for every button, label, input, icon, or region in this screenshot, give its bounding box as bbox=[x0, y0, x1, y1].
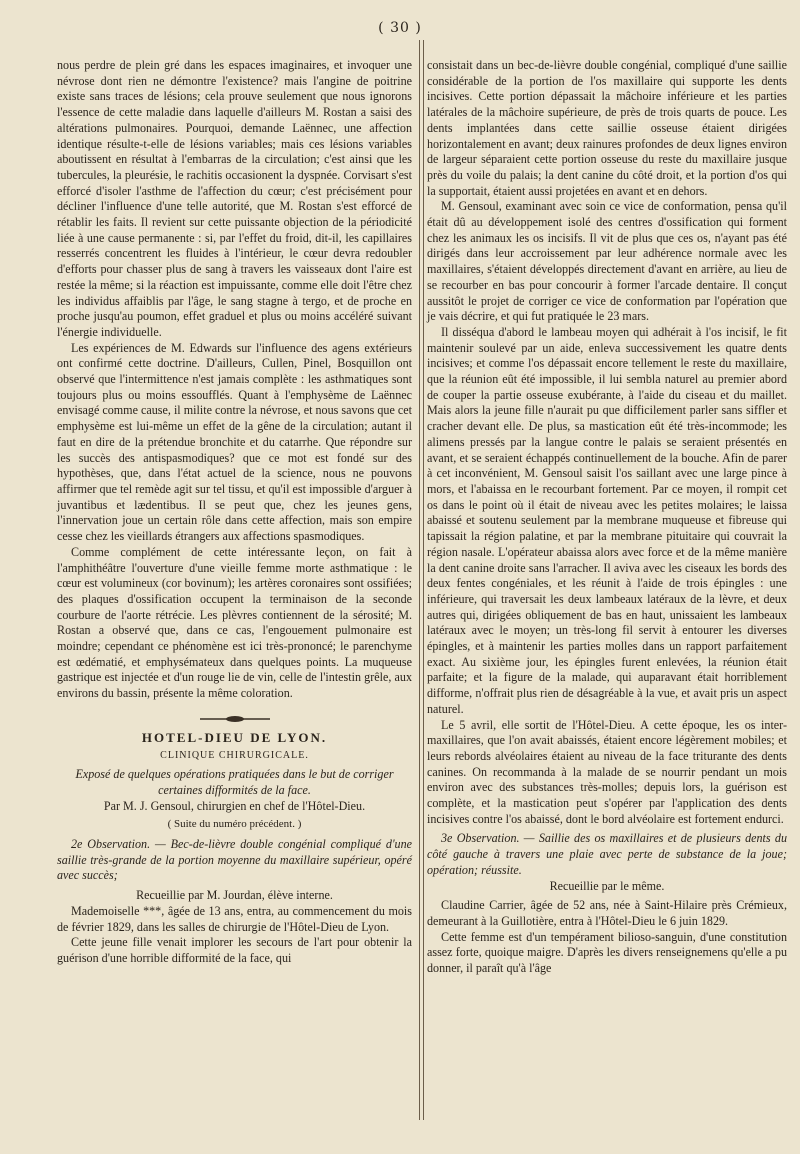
observation-heading: 3e Observation. — Saillie des os maxillaires et de plusieurs dents du côté gauche à travers une plaie avec perte de substance de la joue; opération; réussite. bbox=[427, 831, 787, 877]
paragraph: Cette jeune fille venait implorer les secours de l'art pour obtenir la guérison d'une horrible difformité de la face, qui bbox=[57, 935, 412, 965]
paragraph: M. Gensoul, examinant avec soin ce vice de conformation, pensa qu'il était dû au développement isolé des centres d'ossification qui forment chez les animaux les os incisifs. Il vit de plus que ces os, n'ayant pas été dirigés dans leur accroissement par leur adhérence normale avec les maxillaires, s'étaient développés directement d'avant en arrière, au lieu de se recourber en bas pour concourir à former l'arcade dentaire. Il conçut aussitôt le projet de corriger ce vice de conformation par l'opération que je vais décrire, et qui fut pratiquée le 23 mars. bbox=[427, 199, 787, 324]
paragraph: Il disséqua d'abord le lambeau moyen qui adhérait à l'os incisif, le fit maintenir soulevé par un aide, enleva successivement les quatre dents incisives; et comme l'os dépassait encore tellement le reste du maxillaire, que la réunion eût été impossible, il lui sembla naturel au premier abord de couper la partie osseuse exubérante, à l'aide du ciseau et du maillet. Mais alors la jeune fille n'aurait pu que difficilement parler sans siffler et cracher devant elle. De plus, sa mastication eût été très-incommode; les alimens pressés par la langue contre le palais se seraient présentés en avant, et se seraient échappés continuellement de la bouche. Afin de parer à cet inconvénient, M. Gensoul saisit l'os saillant avec une large pince à mors, et l'abaissa en le recourbant fortement. Par ce moyen, il rompit cet os dans le point où il était de niveau avec les petites molaires; le laissa abaissé et soutenu seulement par la membrane muqueuse et fibreuse qui tapissait la région palatine, et par la membrane pituitaire qui couvrait la région nasale. L'opérateur abaissa alors avec force et de la même manière la dent canine droite sans l'arracher. Il aviva avec les ciseaux les bords des deux fentes congéniales, et les réunit à l'aide de trois épingles : une inférieure, qui traversait les deux lambeaux latéraux de la lèvre, et deux autres qui, dirigées obliquement de bas en haut, unissaient les lambeaux latéraux avec le moyen; un très-long fil servit à entourer les diverses épingles, et à maintenir les parties molles dans un rapport parfaitement exact. Au sixième jour, les épingles furent enlevées, la réunion était parfaite; et la figure de la malade, qui auparavant était horriblement difforme, n'offrait plus rien de désagréable à la vue, et avait pris un aspect naturel. bbox=[427, 324, 787, 716]
paragraph: Comme complément de cette intéressante leçon, on fait à l'amphithéâtre l'ouverture d'une vieille femme morte asthmatique : le cœur est volumineux (cor bovinum); les artères coronaires sont ossifiées; des plaques d'ossification occupent la terminaison de la seconde courbure de l'aorte rétrécie. Les plèvres contiennent de la sérosité; M. Rostan a observé que, dans ce cas, l'engouement pulmonaire est moindre; cependant ce phénomène est ici très-prononcé; le parenchyme est œdématié, et emphysémateux dans quelques points. La muqueuse gastrique est injectée et d'un rouge lie de vin, celle de l'intestin grêle, aux environs du bassin, présente la même coloration. bbox=[57, 544, 412, 701]
paragraph: Les expériences de M. Edwards sur l'influence des agens extérieurs ont confirmé cette doctrine. D'ailleurs, Cullen, Pinel, Bosquillon ont observé que l'intermittence n'est jamais complète : les asthmatiques sont toujours plus ou moins essoufflés. Quant à l'emphysème de Laënnec envisagé comme cause, il milite contre la névrose, et nous savons que cet emphysème est lui-même un effet de la gêne de la circulation; autant il faut en dire de la prétendue bronchite et du catarrhe. Que répondre sur les succès des antispasmodiques? que ce mot est fondé sur des hypothèses, que, dans l'état actuel de la science, nous ne pouvons affirmer que tel remède agit sur tel tissu, et qu'il est impossible d'arguer à juvantibus et lædentibus. Il se peut que, chez les jeunes gens, l'innervation joue un certain rôle dans cette affection, mais son empire cesse chez les vieillards étrangers aux affections spasmodiques. bbox=[57, 340, 412, 544]
section-heading: HOTEL-DIEU DE LYON. bbox=[141, 729, 328, 745]
paragraph: Cette femme est d'un tempérament bilioso-sanguin, d'une constitution assez forte, quoique maigre. D'après les divers renseignemens qu'elle a pu donner, il paraît qu'à l'âge bbox=[427, 929, 787, 976]
paragraph: consistait dans un bec-de-lièvre double congénial, compliqué d'une saillie considérable de la portion de l'os maxillaire qui supporte les dents incisives. Cette portion dépassait la mâchoire inférieure et les parties latérales de la mâchoire supérieure, de près de trois quarts de pouce. Les dents implantées dans cette saillie osseuse étaient dirigées horizontalement en avant; deux rainures profondes de deux lignes environ de largeur séparaient cette portion osseuse du reste du maxillaire jusque près du voile du palais; la dent canine du côté droit, et la portion d'os qui la supportait, étaient aussi projetées en avant et en dehors. bbox=[427, 58, 787, 198]
paragraph: Le 5 avril, elle sortit de l'Hôtel-Dieu. A cette époque, les os inter-maxillaires, que l'on avait abaissés, étaient encore légèrement mobiles; et leurs rebords alvéolaires étaient au niveau de la face triturante des dents canines. On recommanda à la malade de se nourrir pendant un mois environ avec des substances très-molles; depuis lors, la guérison est complète, et la mastication peut s'opérer par l'application des dents incisives contre l'os abaissé, dont le bord alvéolaire est fortement endurci. bbox=[427, 717, 787, 826]
paragraph: nous perdre de plein gré dans les espaces imaginaires, et invoquer une névrose dont rien ne démontre l'existence? mais l'angine de poitrine existe sans traces de lésions; cela prouve seulement que nous ignorons l'essence de cette maladie dans laquelle d'ailleurs M. Rostan a saisi des altérations pulmonaires. Pourquoi, demande Laënnec, une affection identique résulte-t-elle de lésions variables; mais ces lésions variables aboutissent en résultat à l'embarras de la circulation; c'est ainsi que les tubercules, la pleurésie, le rachitis occasionent la dyspnée. Corvisart s'est efforcé d'isoler l'asthme de l'affection du cœur; c'est précisément pour décliner l'influence d'une telle autorité, que M. Rostan s'est efforcé de rétablir les faits. Il revient sur cette puissante objection de la périodicité liée à une cause permanente : si, par l'effet du froid, dit-il, les capillaires resserrés concentrent les fluides à l'intérieur, le cœur devra redoubler d'efforts pour chasser plus de sang à travers les vaisseaux dont l'aire est restée la même; si la réaction est impuissante, comme elle doit l'être chez les individus affaiblis par l'âge, le sang stagne à tergo, et de proche en proche jusqu'au poumon, effet graduel et plus ou moins accéléré suivant l'énergie individuelle. bbox=[57, 58, 412, 339]
paragraph: Mademoiselle ***, âgée de 13 ans, entra, au commencement du mois de février 1829, dans les salles de chirurgie de l'Hôtel-Dieu de Lyon. bbox=[57, 903, 412, 934]
ornament-divider bbox=[57, 712, 412, 722]
observation-credit: Recueillie par le même. bbox=[549, 878, 665, 893]
observation-heading: 2e Observation. — Bec-de-lièvre double congénial compliqué d'une saillie très-grande de la portion moyenne du maxillaire supérieur, opéré avec succès; bbox=[57, 837, 412, 883]
continuation-note: ( Suite du numéro précédent. ) bbox=[167, 818, 302, 831]
paragraph: Claudine Carrier, âgée de 52 ans, née à Saint-Hilaire près Crémieux, demeurant à la Guillotière, entra à l'Hôtel-Dieu le 6 juin 1829. bbox=[427, 898, 787, 928]
observation-credit: Recueillie par M. Jourdan, élève interne. bbox=[136, 888, 333, 903]
left-column bbox=[57, 58, 412, 967]
right-column bbox=[427, 58, 787, 977]
section-subheading: CLINIQUE CHIRURGICALE. bbox=[160, 749, 309, 761]
column-divider bbox=[419, 40, 424, 1120]
page-number: ( 30 ) bbox=[378, 20, 422, 36]
article-author: Par M. J. Gensoul, chirurgien en chef de l'Hôtel-Dieu. bbox=[103, 798, 366, 813]
article-title: Exposé de quelques opérations pratiquées dans le but de corriger certaines difformités de la face. bbox=[75, 767, 394, 797]
